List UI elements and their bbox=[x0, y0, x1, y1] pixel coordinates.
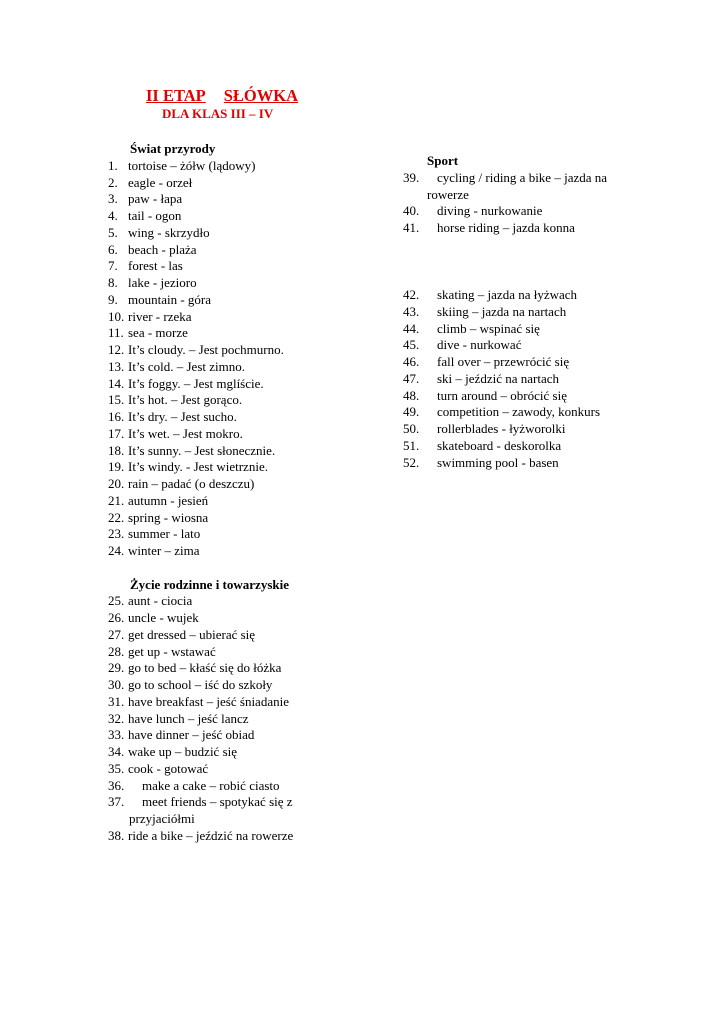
vocab-item bbox=[108, 828, 398, 845]
item-text: It’s sunny. – Jest słonecznie. bbox=[128, 442, 276, 458]
vocab-row bbox=[403, 337, 663, 354]
vocab-item bbox=[108, 778, 398, 795]
vocab-item bbox=[403, 421, 663, 438]
vocab-row bbox=[108, 778, 398, 795]
item-number: 49. bbox=[403, 404, 420, 420]
vocab-item bbox=[403, 388, 663, 405]
item-number: 8. bbox=[108, 275, 118, 290]
vocab-row bbox=[108, 409, 398, 426]
vocab-row bbox=[108, 677, 398, 694]
vocab-row bbox=[108, 794, 398, 811]
page-title bbox=[146, 86, 298, 106]
right-column bbox=[403, 153, 663, 471]
vocab-row bbox=[108, 761, 398, 778]
item-number: 5. bbox=[108, 224, 118, 240]
item-number: 18. bbox=[108, 442, 125, 458]
item-number: 23. bbox=[108, 526, 125, 542]
item-number: 7. bbox=[108, 258, 118, 274]
item-text: eagle - orzeł bbox=[128, 174, 193, 190]
vocab-item bbox=[108, 359, 398, 376]
left-column bbox=[108, 141, 398, 845]
item-text: go to school – iść do szkoły bbox=[128, 677, 273, 692]
item-number: 48. bbox=[403, 387, 420, 403]
item-text: summer - lato bbox=[128, 526, 201, 542]
vocab-item bbox=[108, 660, 398, 677]
vocab-item bbox=[108, 493, 398, 510]
vocab-row bbox=[403, 220, 663, 237]
item-number: 30. bbox=[108, 677, 125, 692]
item-number: 51. bbox=[403, 437, 420, 453]
vocab-row bbox=[108, 610, 398, 627]
vocab-item bbox=[403, 354, 663, 371]
item-text: wake up – budzić się bbox=[128, 744, 238, 759]
item-text: dive - nurkować bbox=[437, 337, 522, 353]
vocab-row bbox=[108, 476, 398, 493]
item-text: ski – jeździć na nartach bbox=[437, 370, 559, 386]
vocab-item bbox=[108, 526, 398, 543]
item-text: go to bed – kłaść się do łóżka bbox=[128, 660, 282, 676]
vocab-item bbox=[108, 258, 398, 275]
vocab-item bbox=[108, 242, 398, 259]
section-heading-sport: Sport bbox=[427, 153, 459, 168]
vocab-item bbox=[403, 455, 663, 472]
vocab-row bbox=[108, 275, 398, 292]
item-continuation: przyjaciółmi bbox=[129, 811, 195, 826]
item-number: 32. bbox=[108, 710, 125, 726]
vocab-row bbox=[108, 225, 398, 242]
item-text: It’s dry. – Jest sucho. bbox=[128, 409, 237, 424]
item-text: diving - nurkowanie bbox=[437, 203, 543, 219]
item-number: 6. bbox=[108, 241, 118, 257]
vocab-item bbox=[108, 476, 398, 493]
item-continuation: rowerze bbox=[427, 186, 469, 202]
item-text: get dressed – ubierać się bbox=[128, 626, 256, 642]
vocab-row bbox=[108, 627, 398, 644]
vocab-row bbox=[108, 510, 398, 527]
vocab-item bbox=[108, 761, 398, 778]
vocab-item bbox=[108, 309, 398, 326]
vocab-list-nature bbox=[108, 158, 398, 560]
item-text: spring - wiosna bbox=[128, 509, 209, 525]
vocab-item bbox=[108, 225, 398, 242]
item-number: 35. bbox=[108, 760, 125, 776]
vocab-item bbox=[108, 409, 398, 426]
vocab-item bbox=[108, 694, 398, 711]
item-text: climb – wspinać się bbox=[437, 320, 540, 336]
item-number: 44. bbox=[403, 320, 420, 336]
vocab-row bbox=[108, 359, 398, 376]
item-number: 38. bbox=[108, 827, 125, 843]
item-text: uncle - wujek bbox=[128, 610, 199, 625]
vocab-row bbox=[108, 158, 398, 175]
vocab-item bbox=[108, 644, 398, 661]
item-number: 3. bbox=[108, 191, 118, 207]
item-number: 40. bbox=[403, 203, 420, 219]
vocab-row bbox=[108, 711, 398, 728]
vocab-item bbox=[403, 371, 663, 388]
item-number: 37. bbox=[108, 794, 125, 810]
vocab-item bbox=[108, 610, 398, 627]
vocab-item bbox=[108, 208, 398, 225]
item-text: lake - jezioro bbox=[128, 275, 197, 290]
item-text: It’s foggy. – Jest mglíście. bbox=[128, 375, 264, 391]
item-text: beach - plaża bbox=[128, 241, 197, 257]
item-text: skating – jazda na łyżwach bbox=[437, 287, 578, 302]
vocab-row bbox=[108, 325, 398, 342]
item-number: 9. bbox=[108, 291, 118, 307]
item-text: sea - morze bbox=[128, 325, 188, 341]
item-text: winter – zima bbox=[128, 543, 200, 558]
item-number: 21. bbox=[108, 492, 125, 508]
item-number: 13. bbox=[108, 358, 125, 374]
item-number: 10. bbox=[108, 308, 125, 324]
item-number: 47. bbox=[403, 370, 420, 386]
vocab-row bbox=[108, 443, 398, 460]
vocab-row bbox=[108, 593, 398, 610]
item-number: 28. bbox=[108, 643, 125, 659]
item-number: 31. bbox=[108, 693, 125, 709]
item-number: 16. bbox=[108, 409, 125, 424]
item-text: rollerblades - łyżworolki bbox=[437, 421, 566, 436]
item-number: 41. bbox=[403, 220, 420, 235]
item-text: It’s cloudy. – Jest pochmurno. bbox=[128, 342, 284, 357]
item-text: have dinner – jeść obiad bbox=[128, 727, 255, 743]
vocab-row bbox=[108, 459, 398, 476]
item-text: swimming pool - basen bbox=[437, 454, 559, 470]
page-subtitle: DLA KLAS III – IV bbox=[162, 106, 274, 121]
item-text: paw - łapa bbox=[128, 191, 183, 207]
vocab-row bbox=[403, 304, 663, 321]
vocab-item bbox=[108, 191, 398, 208]
item-text: tail - ogon bbox=[128, 208, 182, 223]
vocab-list-sport-b bbox=[403, 287, 663, 471]
vocab-row bbox=[108, 526, 398, 543]
item-text: make a cake – robić ciasto bbox=[142, 777, 280, 793]
vocab-row bbox=[108, 543, 398, 560]
item-number: 52. bbox=[403, 454, 420, 470]
item-text: horse riding – jazda konna bbox=[437, 220, 575, 235]
vocab-row bbox=[403, 203, 663, 220]
item-text: It’s wet. – Jest mokro. bbox=[128, 425, 243, 441]
item-text: rain – padać (o deszczu) bbox=[128, 476, 255, 491]
vocab-row bbox=[108, 309, 398, 326]
item-number: 25. bbox=[108, 593, 125, 609]
item-number: 4. bbox=[108, 208, 118, 223]
item-text: skiing – jazda na nartach bbox=[437, 303, 567, 319]
vocab-row bbox=[108, 191, 398, 208]
vocab-row bbox=[108, 644, 398, 661]
vocab-item bbox=[403, 337, 663, 354]
item-text: ride a bike – jeździć na rowerze bbox=[128, 827, 294, 843]
item-number: 19. bbox=[108, 459, 125, 475]
vocab-item bbox=[108, 158, 398, 175]
vocab-item bbox=[108, 711, 398, 728]
vocab-list-family bbox=[108, 593, 398, 844]
vocab-item bbox=[403, 304, 663, 321]
vocab-row bbox=[108, 392, 398, 409]
vocab-row bbox=[403, 354, 663, 371]
item-text: cook - gotować bbox=[128, 760, 209, 776]
vocab-item bbox=[108, 744, 398, 761]
vocab-row bbox=[403, 455, 663, 472]
vocab-item bbox=[108, 376, 398, 393]
vocab-item bbox=[108, 175, 398, 192]
vocab-row bbox=[108, 660, 398, 677]
vocab-item bbox=[403, 321, 663, 338]
item-number: 45. bbox=[403, 337, 420, 353]
vocab-item bbox=[403, 404, 663, 421]
vocab-row bbox=[403, 321, 663, 338]
item-number: 1. bbox=[108, 157, 118, 173]
vocab-row bbox=[108, 694, 398, 711]
item-number: 15. bbox=[108, 392, 125, 408]
item-text: have lunch – jeść lancz bbox=[128, 710, 249, 726]
vocab-item bbox=[108, 342, 398, 359]
title-vocabulary: SŁÓWKA bbox=[223, 86, 299, 105]
item-text: It’s windy. - Jest wietrznie. bbox=[128, 459, 268, 475]
vocab-item bbox=[108, 443, 398, 460]
item-number: 17. bbox=[108, 425, 125, 441]
item-text: have breakfast – jeść śniadanie bbox=[128, 693, 289, 709]
item-text: tortoise – żółw (lądowy) bbox=[128, 157, 256, 173]
item-number: 20. bbox=[108, 476, 125, 491]
vocab-item bbox=[403, 170, 663, 204]
item-number: 42. bbox=[403, 287, 420, 302]
item-text: It’s hot. – Jest gorąco. bbox=[128, 392, 243, 408]
item-number: 14. bbox=[108, 375, 125, 391]
item-text: river - rzeka bbox=[128, 308, 192, 324]
item-text: turn around – obrócić się bbox=[437, 387, 567, 403]
section-heading-family: Życie rodzinne i towarzyskie bbox=[130, 576, 289, 592]
item-text: autumn - jesień bbox=[128, 492, 209, 508]
vocab-row bbox=[403, 421, 663, 438]
item-text: mountain - góra bbox=[128, 291, 212, 307]
vocab-row bbox=[108, 493, 398, 510]
item-number: 27. bbox=[108, 626, 125, 642]
item-number: 39. bbox=[403, 169, 420, 185]
item-number: 26. bbox=[108, 610, 125, 625]
item-number: 12. bbox=[108, 342, 125, 357]
item-number: 33. bbox=[108, 727, 125, 743]
item-number: 43. bbox=[403, 303, 420, 319]
vocab-item bbox=[403, 203, 663, 220]
vocab-item bbox=[403, 287, 663, 304]
item-number: 46. bbox=[403, 354, 420, 369]
vocab-item bbox=[108, 392, 398, 409]
vocab-item bbox=[403, 220, 663, 237]
item-number: 29. bbox=[108, 660, 125, 676]
item-text: It’s cold. – Jest zimno. bbox=[128, 358, 245, 374]
vocab-item bbox=[108, 426, 398, 443]
vocab-row bbox=[108, 828, 398, 845]
vocab-item bbox=[108, 727, 398, 744]
item-text: forest - las bbox=[128, 258, 183, 274]
item-text: cycling / riding a bike – jazda na bbox=[437, 169, 608, 185]
vocab-item bbox=[108, 593, 398, 610]
vocab-item bbox=[403, 438, 663, 455]
vocab-row bbox=[403, 287, 663, 304]
item-number: 34. bbox=[108, 744, 125, 759]
vocab-row bbox=[108, 242, 398, 259]
vocab-row bbox=[403, 404, 663, 421]
vocab-item bbox=[108, 275, 398, 292]
vocab-item bbox=[108, 627, 398, 644]
item-text: wing - skrzydło bbox=[128, 224, 210, 240]
vocab-row bbox=[108, 426, 398, 443]
item-number: 36. bbox=[108, 777, 125, 793]
vocab-item bbox=[108, 794, 398, 828]
vocab-item bbox=[108, 510, 398, 527]
vocab-row bbox=[108, 175, 398, 192]
item-text: meet friends – spotykać się z bbox=[142, 794, 293, 810]
vocab-item bbox=[108, 292, 398, 309]
spacer bbox=[403, 237, 663, 287]
section-heading-nature: Świat przyrody bbox=[130, 141, 216, 156]
vocab-row bbox=[108, 292, 398, 309]
item-text: skateboard - deskorolka bbox=[437, 437, 562, 453]
vocab-row bbox=[108, 744, 398, 761]
vocab-row bbox=[403, 388, 663, 405]
item-text: get up - wstawać bbox=[128, 643, 216, 659]
item-text: aunt - ciocia bbox=[128, 593, 193, 609]
vocab-item bbox=[108, 325, 398, 342]
title-stage: II ETAP bbox=[146, 86, 206, 105]
item-number: 11. bbox=[108, 325, 124, 341]
item-number: 2. bbox=[108, 174, 118, 190]
vocab-row bbox=[108, 376, 398, 393]
vocab-row bbox=[403, 371, 663, 388]
vocab-row bbox=[108, 258, 398, 275]
vocab-item bbox=[108, 677, 398, 694]
vocab-row bbox=[108, 727, 398, 744]
vocab-row bbox=[108, 342, 398, 359]
item-text: competition – zawody, konkurs bbox=[437, 404, 601, 420]
vocab-list-sport-a bbox=[403, 170, 663, 237]
item-number: 22. bbox=[108, 509, 125, 525]
spacer bbox=[108, 560, 398, 577]
vocab-row bbox=[108, 208, 398, 225]
vocab-item bbox=[108, 543, 398, 560]
vocab-row bbox=[403, 170, 663, 187]
vocab-row bbox=[403, 438, 663, 455]
vocab-item bbox=[108, 459, 398, 476]
item-number: 24. bbox=[108, 543, 125, 558]
item-text: fall over – przewrócić się bbox=[437, 354, 570, 369]
item-number: 50. bbox=[403, 421, 420, 436]
